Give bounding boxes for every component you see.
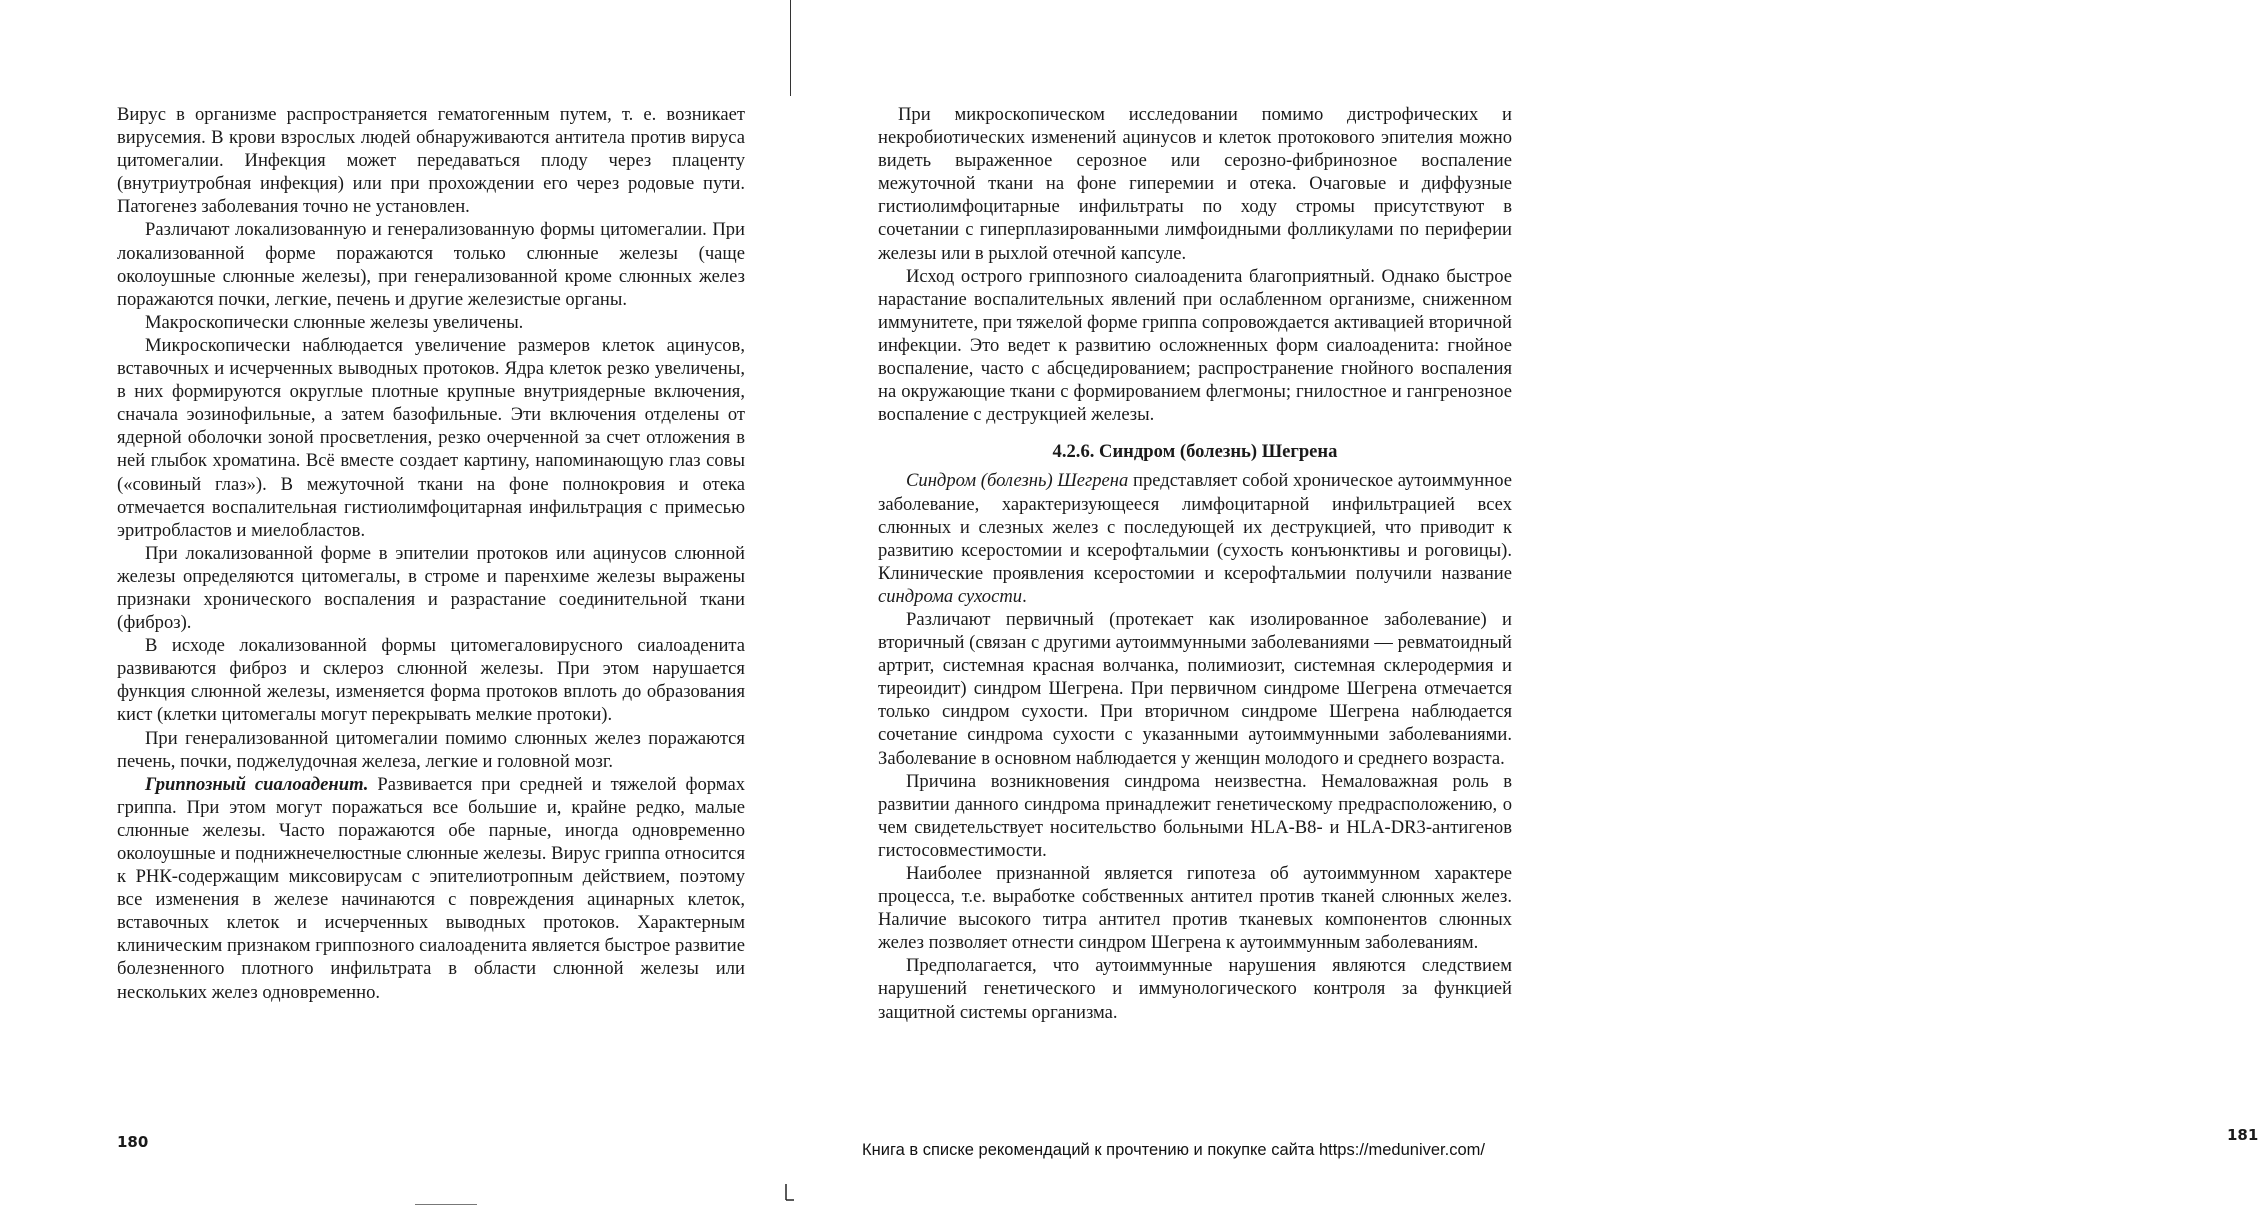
paragraph: Причина возникновения синдрома неизвестна. Немаловажная роль в развитии данного синдрома принадлежит генетическому предрасположению, о чем свидетельствует носительство больными HLA-B8- и HLA-DR3-антигенов гистосовместимости. [878,770,1512,861]
page-number: 180 [117,1133,149,1151]
paragraph: Вирус в организме распространяется гематогенным путем, т. е. возникает вирусемия. В крови взрослых людей обнаруживаются антитела против вируса цитомегалии. Инфекция может передаваться плоду через плаценту (внутриутробная инфекция) или при прохождении его через родовые пути. Патогенез заболевания точно не установлен. [117,104,745,218]
left-page [0,0,795,1230]
paragraph: При генерализованной цитомегалии помимо слюнных желез поражаются печень, почки, поджелудочная железа, легкие и головной мозг. [117,727,745,772]
term-italic: синдрома сухости [878,585,1023,607]
section-heading: 4.2.6. Синдром (болезнь) Шегрена [1052,441,1338,463]
page-number: 181 [2227,1126,2258,1144]
term-italic: Синдром (болезнь) Шегрена [906,470,1129,492]
run-in-heading: Гриппозный сиалоаденит. [145,773,369,795]
watermark-link[interactable]: Книга в списке рекомендаций к прочтению и покупке сайта https://meduniver.com/ [862,1141,1485,1159]
paragraph: При микроскопическом исследовании помимо дистрофических и некробиотических изменений ацинусов и клеток протокового эпителия можно видеть выраженное серозное или серозно-фибринозное воспаление межуточной ткани на фоне гиперемии и отека. Очаговые и диффузные гистиолимфоцитарные инфильтраты по ходу стромы присутствуют в сочетании с гиперплазированными лимфоидными фолликулами по периферии железы или в рыхлой отечной капсуле. [878,104,1512,264]
paragraph: Макроскопически слюнные железы увеличены. [145,311,524,333]
paragraph: Различают локализованную и генерализованную формы цитомегалии. При локализованной форме поражаются только слюнные железы (чаще околоушные слюнные железы), при генерализованной кроме слюнных желез поражаются почки, легкие, печень и другие железистые органы. [117,219,745,310]
paragraph-sjogren [878,469,1512,608]
bottom-rule [415,1204,477,1205]
paragraph: Исход острого гриппозного сиалоаденита благоприятный. Однако быстрое нарастание воспалительных явлений при ослабленном организме, сниженном иммунитете, при тяжелой форме гриппа сопровождается активацией вторичной инфекции. Это ведет к развитию осложненных форм сиалоаденита: гнойное воспаление, часто с абсцедированием; распространение гнойного воспаления на окружающие ткани с формированием флегмоны; гнилостное и гангренозное воспаление с деструкцией железы. [878,265,1512,426]
paragraph-text: . [1022,585,1027,607]
paragraph: В исходе локализованной формы цитомегаловирусного сиалоаденита развиваются фиброз и склероз слюнной железы. При этом нарушается функция слюнной железы, изменяется форма протоков вплоть до образования кист (клетки цитомегалы могут перекрывать мелкие протоки). [117,635,745,726]
paragraph: Предполагается, что аутоиммунные нарушения являются следствием нарушений генетического и иммунологического контроля за функцией защитной системы организма. [878,955,1512,1023]
paragraph: При локализованной форме в эпителии протоков или ацинусов слюнной железы определяются цитомегалы, в строме и паренхиме железы выражены признаки хронического воспаления и разрастание соединительной ткани (фиброз). [117,542,745,634]
paragraph: Различают первичный (протекает как изолированное заболевание) и вторичный (связан с другими аутоиммунными заболеваниями — ревматоидный артрит, системная красная волчанка, полимиозит, системная склеродермия и тиреоидит) синдром Шегрена. При первичном синдроме Шегрена отмечается только синдром сухости. При вторичном синдроме Шегрена наблюдается сочетание синдрома сухости с указанными аутоиммунными заболеваниями. Заболевание в основном наблюдается у женщин молодого и среднего возраста. [878,608,1512,769]
paragraph-text: Развивается при средней и тяжелой формах гриппа. При этом могут поражаться все большие и, крайне редко, малые слюнные железы. Часто поражаются обе парные, иногда одновременно околоушные и поднижнечелюстные слюнные железы. Вирус гриппа относится к РНК-содержащим миксовирусам с эпителиотропным действием, поэтому все изменения в железе начинаются с повреждения ацинарных клеток, вставочных клеток и исчерченных выводных протоков. Характерным клиническим признаком гриппозного сиалоаденита является быстрое развитие болезненного плотного инфильтрата в области слюнной железы или нескольких желез одновременно. [117,773,745,1003]
gutter-mark [782,1182,796,1206]
paragraph-influenza [117,773,745,1004]
right-text-column [878,103,1512,1024]
right-page [795,0,2258,1230]
paragraph-text: представляет собой хроническое аутоиммунное заболевание, характеризующееся лимфоцитарной инфильтрацией всех слюнных и слезных желез с последующей их деструкцией, что приводит к развитию ксеростомии и ксерофтальмии (сухость конъюнктивы и роговицы). Клинические проявления ксеростомии и ксерофтальмии получили название [878,470,1512,584]
paragraph: Микроскопически наблюдается увеличение размеров клеток ацинусов, вставочных и исчерченных выводных протоков. Ядра клеток резко увеличены, в них формируются округлые плотные крупные внутриядерные включения, сначала эозинофильные, а затем базофильные. Эти включения отделены от ядерной оболочки зоной просветления, резко очерченной за счет отложения в ней глыбок хроматина. Всё вместе создает картину, напоминающую глаз совы («совиный глаз»). В межуточной ткани на фоне полнокровия и отека отмечается воспалительная гистиолимфоцитарная инфильтрация с примесью эритробластов и миелобластов. [117,334,745,541]
paragraph: Наиболее признанной является гипотеза об аутоиммунном характере процесса, т.е. выработке собственных антител против тканей слюнных желез. Наличие высокого титра антител против тканевых компонентов слюнных желез позволяет отнести синдром Шегрена к аутоиммунным заболеваниям. [878,863,1512,954]
left-text-column [117,103,745,1004]
